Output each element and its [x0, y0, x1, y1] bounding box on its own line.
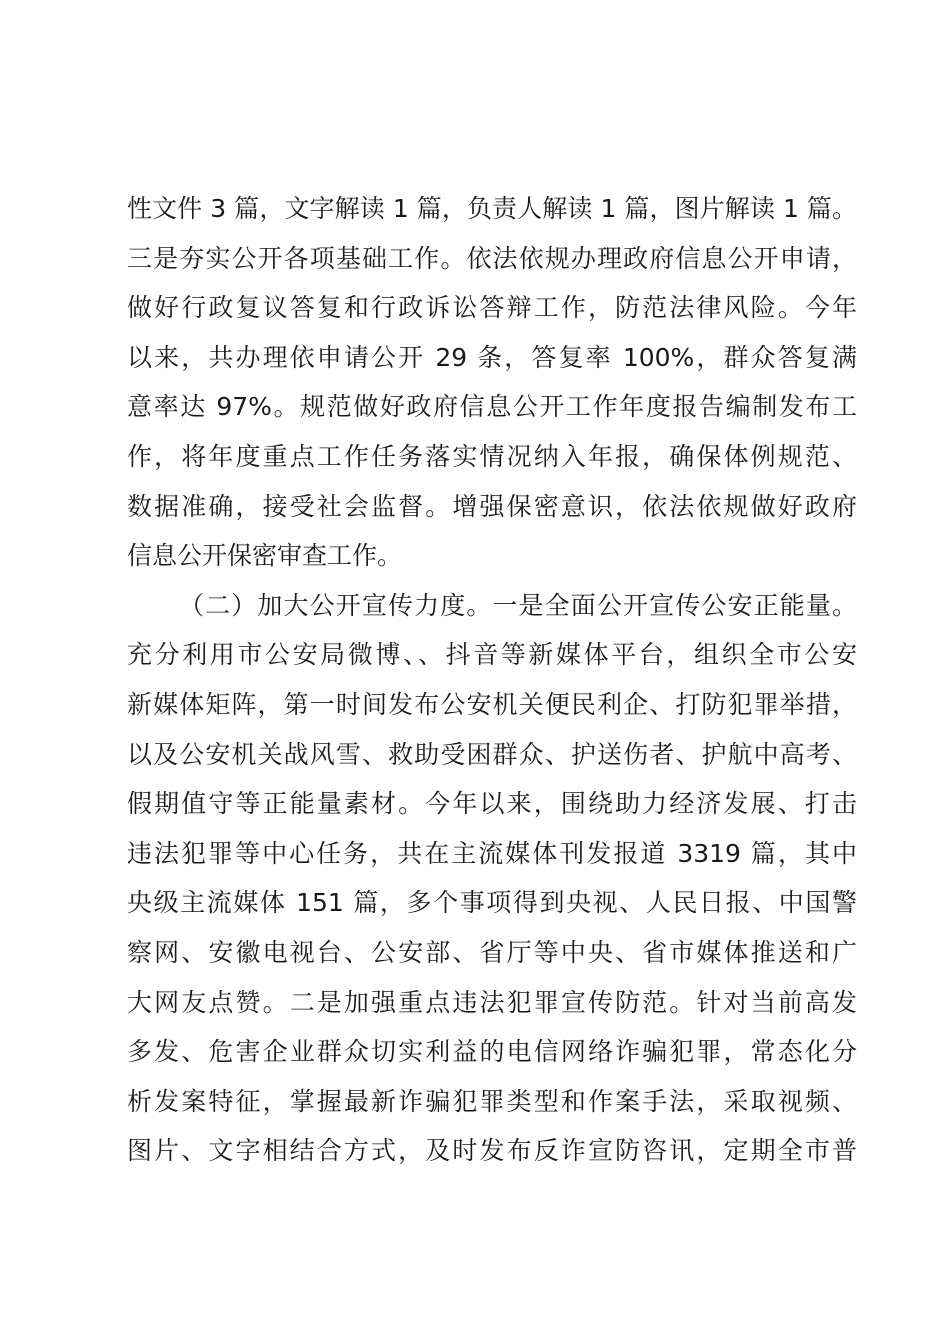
text-line: 央级主流媒体 151 篇，多个事项得到央视、人民日报、中国警 — [127, 888, 857, 918]
text-line: 作，将年度重点工作任务落实情况纳入年报，确保体例规范、 — [127, 441, 857, 471]
text-line: 做好行政复议答复和行政诉讼答辩工作，防范法律风险。今年 — [127, 293, 857, 323]
text-line: 析发案特征，掌握最新诈骗犯罪类型和作案手法，采取视频、 — [127, 1086, 857, 1116]
text-line: 察网、安徽电视台、公安部、省厅等中央、省市媒体推送和广 — [127, 937, 857, 967]
text-line: 意率达 97%。规范做好政府信息公开工作年度报告编制发布工 — [127, 392, 857, 422]
text-line: 充分利用市公安局微博、、抖音等新媒体平台，组织全市公安 — [127, 640, 857, 670]
text-line: 三是夯实公开各项基础工作。依法依规办理政府信息公开申请， — [127, 243, 857, 273]
text-line: 新媒体矩阵，第一时间发布公安机关便民利企、打防犯罪举措， — [127, 689, 857, 719]
text-line: 违法犯罪等中心任务，共在主流媒体刊发报道 3319 篇，其中 — [127, 838, 857, 868]
text-line: 数据准确，接受社会监督。增强保密意识，依法依规做好政府 — [127, 491, 857, 521]
text-line: 多发、危害企业群众切实利益的电信网络诈骗犯罪，常态化分 — [127, 1037, 857, 1067]
body-text — [127, 184, 857, 1176]
text-line: 图片、文字相结合方式，及时发布反诈宣防咨讯，定期全市普 — [127, 1136, 857, 1166]
text-line: 性文件 3 篇，文字解读 1 篇，负责人解读 1 篇，图片解读 1 篇。 — [127, 194, 857, 223]
text-line: 大网友点赞。二是加强重点违法犯罪宣传防范。针对当前高发 — [127, 987, 857, 1017]
text-line: 以来，共办理依申请公开 29 条，答复率 100%，群众答复满 — [127, 342, 857, 372]
text-line: 假期值守等正能量素材。今年以来，围绕助力经济发展、打击 — [127, 789, 857, 819]
text-line: 信息公开保密审查工作。 — [127, 541, 403, 571]
text-line: （二）加大公开宣传力度。一是全面公开宣传公安正能量。 — [179, 590, 857, 620]
text-line: 以及公安机关战风雪、救助受困群众、护送伤者、护航中高考、 — [127, 739, 857, 769]
